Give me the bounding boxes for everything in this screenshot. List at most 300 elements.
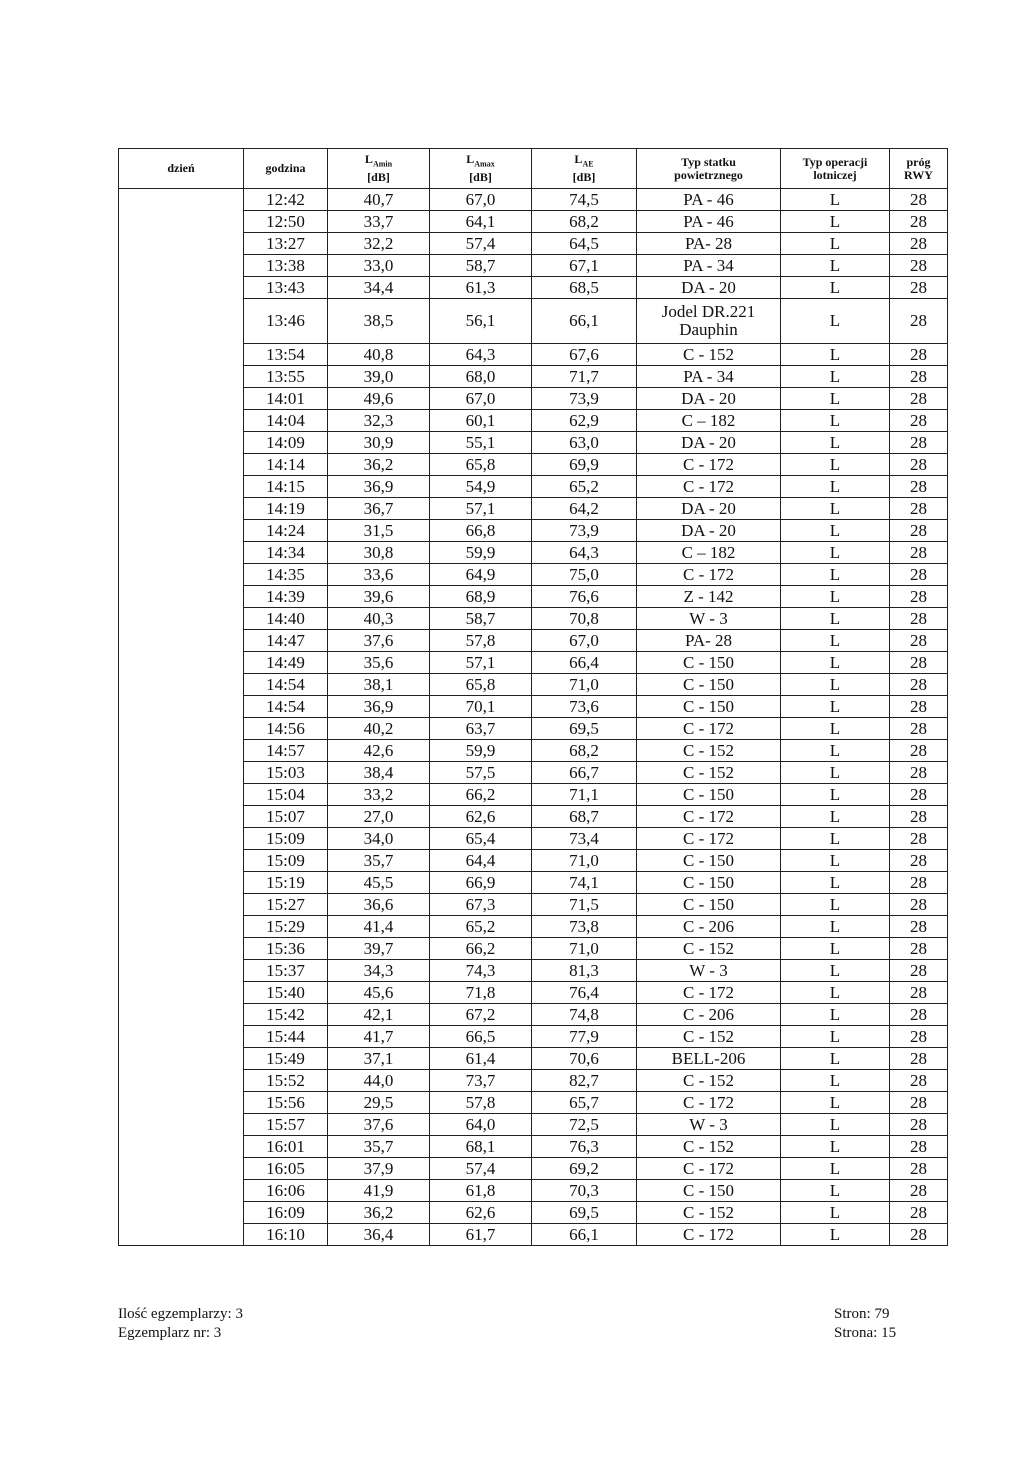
cell-time: 15:57 (244, 1114, 328, 1136)
table-row (119, 211, 948, 233)
cell-runway: 28 (890, 542, 948, 564)
table-row (119, 850, 948, 872)
cell-lamax: 57,1 (430, 652, 532, 674)
cell-aircraft: PA - 34 (637, 255, 781, 277)
table-row (119, 542, 948, 564)
cell-lamin: 37,6 (328, 630, 430, 652)
cell-runway: 28 (890, 960, 948, 982)
cell-runway: 28 (890, 1004, 948, 1026)
cell-lamax: 74,3 (430, 960, 532, 982)
cell-operation: L (781, 498, 890, 520)
table-row (119, 740, 948, 762)
cell-time: 13:55 (244, 366, 328, 388)
cell-operation: L (781, 211, 890, 233)
cell-time: 15:56 (244, 1092, 328, 1114)
cell-runway: 28 (890, 828, 948, 850)
table-row (119, 982, 948, 1004)
cell-lae: 68,7 (532, 806, 637, 828)
table-row (119, 1202, 948, 1224)
cell-time: 15:03 (244, 762, 328, 784)
cell-operation: L (781, 1004, 890, 1026)
cell-lamax: 66,2 (430, 784, 532, 806)
cell-lamin: 33,6 (328, 564, 430, 586)
cell-time: 13:38 (244, 255, 328, 277)
cell-lae: 66,1 (532, 299, 637, 344)
cell-runway: 28 (890, 872, 948, 894)
aircraft-line-2: Dauphin (679, 320, 738, 339)
cell-operation: L (781, 894, 890, 916)
cell-time: 14:54 (244, 696, 328, 718)
cell-time: 14:01 (244, 388, 328, 410)
cell-lamax: 64,3 (430, 344, 532, 366)
cell-aircraft: C - 172 (637, 718, 781, 740)
cell-time: 14:39 (244, 586, 328, 608)
cell-lamin: 40,2 (328, 718, 430, 740)
cell-lae: 71,0 (532, 674, 637, 696)
cell-runway: 28 (890, 233, 948, 255)
cell-operation: L (781, 938, 890, 960)
table-row (119, 344, 948, 366)
cell-operation: L (781, 432, 890, 454)
cell-operation: L (781, 344, 890, 366)
cell-aircraft: C - 152 (637, 1026, 781, 1048)
table-row (119, 674, 948, 696)
cell-lamax: 66,2 (430, 938, 532, 960)
cell-aircraft: C - 172 (637, 828, 781, 850)
cell-lae: 73,6 (532, 696, 637, 718)
cell-lae: 71,7 (532, 366, 637, 388)
cell-time: 16:01 (244, 1136, 328, 1158)
cell-lamin: 38,1 (328, 674, 430, 696)
table-row (119, 586, 948, 608)
cell-lae: 76,3 (532, 1136, 637, 1158)
cell-operation: L (781, 1158, 890, 1180)
copy-number: Egzemplarz nr: 3 (118, 1325, 222, 1341)
header-time: godzina (244, 149, 328, 189)
cell-lamax: 68,1 (430, 1136, 532, 1158)
cell-aircraft: W - 3 (637, 608, 781, 630)
cell-time: 13:46 (244, 299, 328, 344)
cell-lae: 71,0 (532, 938, 637, 960)
cell-time: 14:14 (244, 454, 328, 476)
table-row (119, 784, 948, 806)
cell-runway: 28 (890, 652, 948, 674)
cell-lae: 64,2 (532, 498, 637, 520)
cell-runway: 28 (890, 454, 948, 476)
cell-runway: 28 (890, 894, 948, 916)
cell-time: 14:57 (244, 740, 328, 762)
cell-time: 14:35 (244, 564, 328, 586)
cell-lae: 71,0 (532, 850, 637, 872)
cell-aircraft: Z - 142 (637, 586, 781, 608)
cell-runway: 28 (890, 850, 948, 872)
table-row (119, 960, 948, 982)
cell-operation: L (781, 299, 890, 344)
cell-lamax: 62,6 (430, 1202, 532, 1224)
cell-lamin: 45,5 (328, 872, 430, 894)
cell-aircraft: BELL-206 (637, 1048, 781, 1070)
cell-lamax: 65,8 (430, 454, 532, 476)
cell-aircraft: PA - 46 (637, 189, 781, 211)
table-row (119, 1180, 948, 1202)
cell-lae: 76,6 (532, 586, 637, 608)
cell-time: 16:10 (244, 1224, 328, 1246)
cell-aircraft (637, 299, 781, 344)
cell-lae: 69,5 (532, 718, 637, 740)
cell-lae: 73,9 (532, 520, 637, 542)
cell-operation: L (781, 872, 890, 894)
cell-operation: L (781, 960, 890, 982)
cell-lamax: 66,5 (430, 1026, 532, 1048)
table-row (119, 476, 948, 498)
cell-runway: 28 (890, 1026, 948, 1048)
cell-lae: 63,0 (532, 432, 637, 454)
table-row (119, 1004, 948, 1026)
cell-aircraft: C - 172 (637, 1158, 781, 1180)
cell-lamin: 33,0 (328, 255, 430, 277)
cell-lamin: 36,9 (328, 696, 430, 718)
cell-lamin: 45,6 (328, 982, 430, 1004)
table-row (119, 1158, 948, 1180)
cell-time: 14:34 (244, 542, 328, 564)
cell-lamax: 64,1 (430, 211, 532, 233)
cell-runway: 28 (890, 277, 948, 299)
cell-runway: 28 (890, 762, 948, 784)
cell-runway: 28 (890, 916, 948, 938)
table-row (119, 388, 948, 410)
cell-operation: L (781, 806, 890, 828)
cell-runway: 28 (890, 1048, 948, 1070)
cell-lae: 64,5 (532, 233, 637, 255)
cell-lamax: 67,0 (430, 388, 532, 410)
table-body (119, 189, 948, 1246)
cell-lae: 73,9 (532, 388, 637, 410)
cell-lamin: 39,6 (328, 586, 430, 608)
cell-aircraft: C - 206 (637, 916, 781, 938)
table-row (119, 828, 948, 850)
cell-runway: 28 (890, 586, 948, 608)
cell-aircraft: DA - 20 (637, 388, 781, 410)
table-row (119, 277, 948, 299)
cell-aircraft: C - 152 (637, 344, 781, 366)
footer-pages (834, 1305, 896, 1343)
table-row (119, 255, 948, 277)
cell-lae: 72,5 (532, 1114, 637, 1136)
header-lamax: $L_{Amax}$ [dB] (430, 149, 532, 189)
cell-operation: L (781, 1224, 890, 1246)
cell-runway: 28 (890, 498, 948, 520)
cell-lamin: 36,7 (328, 498, 430, 520)
cell-runway: 28 (890, 806, 948, 828)
cell-aircraft: C - 150 (637, 872, 781, 894)
cell-lamax: 57,4 (430, 1158, 532, 1180)
table-row (119, 366, 948, 388)
cell-time: 14:19 (244, 498, 328, 520)
cell-runway: 28 (890, 1224, 948, 1246)
cell-lamin: 35,7 (328, 1136, 430, 1158)
cell-lamin: 39,0 (328, 366, 430, 388)
cell-lae: 70,6 (532, 1048, 637, 1070)
cell-runway: 28 (890, 1070, 948, 1092)
cell-aircraft: W - 3 (637, 960, 781, 982)
header-operation-type: Typ operacji lotniczej (781, 149, 890, 189)
cell-lamax: 71,8 (430, 982, 532, 1004)
table-row (119, 938, 948, 960)
cell-operation: L (781, 1026, 890, 1048)
cell-lae: 65,7 (532, 1092, 637, 1114)
cell-time: 15:44 (244, 1026, 328, 1048)
cell-lamax: 61,3 (430, 277, 532, 299)
cell-time: 15:37 (244, 960, 328, 982)
cell-aircraft: PA- 28 (637, 630, 781, 652)
cell-lamax: 59,9 (430, 740, 532, 762)
table-row (119, 916, 948, 938)
cell-lae: 69,9 (532, 454, 637, 476)
cell-lae: 67,1 (532, 255, 637, 277)
cell-operation: L (781, 784, 890, 806)
cell-lamax: 67,3 (430, 894, 532, 916)
cell-time: 13:43 (244, 277, 328, 299)
cell-runway: 28 (890, 740, 948, 762)
cell-time: 15:09 (244, 828, 328, 850)
table-row (119, 1026, 948, 1048)
cell-operation: L (781, 233, 890, 255)
cell-operation: L (781, 410, 890, 432)
cell-lamin: 49,6 (328, 388, 430, 410)
cell-operation: L (781, 476, 890, 498)
cell-runway: 28 (890, 982, 948, 1004)
cell-time: 15:19 (244, 872, 328, 894)
cell-lae: 73,8 (532, 916, 637, 938)
cell-time: 15:27 (244, 894, 328, 916)
table-row (119, 1136, 948, 1158)
table-row (119, 806, 948, 828)
header-lae: $L_{AE}$ [dB] (532, 149, 637, 189)
cell-aircraft: C - 172 (637, 476, 781, 498)
cell-lamin: 41,9 (328, 1180, 430, 1202)
cell-aircraft: DA - 20 (637, 277, 781, 299)
cell-aircraft: C - 150 (637, 850, 781, 872)
cell-operation: L (781, 1070, 890, 1092)
cell-operation: L (781, 828, 890, 850)
cell-lamin: 34,0 (328, 828, 430, 850)
cell-aircraft: C - 150 (637, 784, 781, 806)
cell-aircraft: C - 150 (637, 1180, 781, 1202)
cell-aircraft: C - 172 (637, 982, 781, 1004)
cell-aircraft: C - 172 (637, 1224, 781, 1246)
cell-lamin: 39,7 (328, 938, 430, 960)
cell-lamax: 64,4 (430, 850, 532, 872)
cell-lamin: 36,4 (328, 1224, 430, 1246)
table-row (119, 1114, 948, 1136)
table-row (119, 432, 948, 454)
cell-operation: L (781, 718, 890, 740)
cell-lae: 71,5 (532, 894, 637, 916)
cell-lae: 76,4 (532, 982, 637, 1004)
cell-lamax: 57,1 (430, 498, 532, 520)
cell-operation: L (781, 542, 890, 564)
cell-runway: 28 (890, 718, 948, 740)
cell-aircraft: C - 150 (637, 652, 781, 674)
cell-runway: 28 (890, 410, 948, 432)
cell-lamax: 61,4 (430, 1048, 532, 1070)
cell-aircraft: C - 152 (637, 740, 781, 762)
cell-lamax: 66,9 (430, 872, 532, 894)
cell-aircraft: C – 182 (637, 542, 781, 564)
cell-operation: L (781, 850, 890, 872)
cell-lamin: 42,1 (328, 1004, 430, 1026)
cell-lamax: 67,2 (430, 1004, 532, 1026)
cell-time: 14:47 (244, 630, 328, 652)
cell-lae: 64,3 (532, 542, 637, 564)
cell-lamin: 37,6 (328, 1114, 430, 1136)
cell-time: 14:24 (244, 520, 328, 542)
cell-lamin: 44,0 (328, 1070, 430, 1092)
cell-aircraft: PA - 34 (637, 366, 781, 388)
table-row (119, 233, 948, 255)
cell-lae: 65,2 (532, 476, 637, 498)
cell-time: 15:09 (244, 850, 328, 872)
cell-runway: 28 (890, 1114, 948, 1136)
cell-operation: L (781, 1048, 890, 1070)
cell-lamin: 31,5 (328, 520, 430, 542)
cell-aircraft: C - 150 (637, 894, 781, 916)
cell-lamax: 64,0 (430, 1114, 532, 1136)
table-row (119, 564, 948, 586)
cell-runway: 28 (890, 388, 948, 410)
header-aircraft-type: Typ statku powietrznego (637, 149, 781, 189)
table-row (119, 189, 948, 211)
cell-lamax: 62,6 (430, 806, 532, 828)
table-row (119, 894, 948, 916)
cell-runway: 28 (890, 696, 948, 718)
cell-time: 15:49 (244, 1048, 328, 1070)
cell-lamax: 65,8 (430, 674, 532, 696)
cell-operation: L (781, 740, 890, 762)
cell-operation: L (781, 366, 890, 388)
cell-lae: 66,4 (532, 652, 637, 674)
cell-runway: 28 (890, 938, 948, 960)
cell-operation: L (781, 674, 890, 696)
cell-runway: 28 (890, 189, 948, 211)
cell-lamax: 57,8 (430, 1092, 532, 1114)
cell-lae: 77,9 (532, 1026, 637, 1048)
cell-time: 15:36 (244, 938, 328, 960)
cell-operation: L (781, 1202, 890, 1224)
cell-time: 16:05 (244, 1158, 328, 1180)
cell-operation: L (781, 608, 890, 630)
cell-operation: L (781, 762, 890, 784)
cell-lae: 66,7 (532, 762, 637, 784)
cell-operation: L (781, 277, 890, 299)
cell-lamax: 59,9 (430, 542, 532, 564)
cell-runway: 28 (890, 630, 948, 652)
table-row (119, 454, 948, 476)
cell-lae: 74,5 (532, 189, 637, 211)
cell-runway: 28 (890, 608, 948, 630)
table-row (119, 718, 948, 740)
table-row (119, 762, 948, 784)
cell-lae: 74,8 (532, 1004, 637, 1026)
cell-aircraft: C - 152 (637, 762, 781, 784)
cell-lae: 67,6 (532, 344, 637, 366)
cell-time: 14:49 (244, 652, 328, 674)
noise-measurement-table (118, 148, 948, 1246)
cell-aircraft: DA - 20 (637, 498, 781, 520)
cell-aircraft: PA - 46 (637, 211, 781, 233)
cell-lamin: 35,6 (328, 652, 430, 674)
cell-operation: L (781, 255, 890, 277)
cell-lamin: 34,4 (328, 277, 430, 299)
cell-lamin: 36,2 (328, 1202, 430, 1224)
cell-aircraft: C - 150 (637, 696, 781, 718)
cell-runway: 28 (890, 520, 948, 542)
cell-lae: 69,5 (532, 1202, 637, 1224)
cell-aircraft: DA - 20 (637, 520, 781, 542)
cell-lamax: 66,8 (430, 520, 532, 542)
cell-lamin: 34,3 (328, 960, 430, 982)
cell-operation: L (781, 454, 890, 476)
table-row (119, 630, 948, 652)
cell-lamin: 36,2 (328, 454, 430, 476)
cell-lae: 75,0 (532, 564, 637, 586)
cell-time: 15:40 (244, 982, 328, 1004)
cell-time: 12:50 (244, 211, 328, 233)
cell-lamax: 70,1 (430, 696, 532, 718)
cell-operation: L (781, 1136, 890, 1158)
cell-lae: 71,1 (532, 784, 637, 806)
table-row (119, 1092, 948, 1114)
cell-lamin: 38,5 (328, 299, 430, 344)
cell-time: 13:27 (244, 233, 328, 255)
cell-time: 14:15 (244, 476, 328, 498)
cell-lae: 69,2 (532, 1158, 637, 1180)
copies-count: Ilość egzemplarzy: 3 (118, 1306, 243, 1322)
cell-operation: L (781, 189, 890, 211)
table-row (119, 1048, 948, 1070)
cell-lae: 62,9 (532, 410, 637, 432)
cell-time: 15:52 (244, 1070, 328, 1092)
cell-lamin: 32,3 (328, 410, 430, 432)
cell-lamin: 41,4 (328, 916, 430, 938)
cell-aircraft: C - 206 (637, 1004, 781, 1026)
cell-lamax: 60,1 (430, 410, 532, 432)
cell-lamax: 55,1 (430, 432, 532, 454)
cell-lae: 73,4 (532, 828, 637, 850)
cell-lae: 67,0 (532, 630, 637, 652)
cell-lamin: 42,6 (328, 740, 430, 762)
cell-time: 13:54 (244, 344, 328, 366)
cell-lae: 74,1 (532, 872, 637, 894)
cell-lamin: 40,7 (328, 189, 430, 211)
cell-time: 14:04 (244, 410, 328, 432)
cell-lamin: 33,2 (328, 784, 430, 806)
cell-operation: L (781, 520, 890, 542)
cell-lamin: 33,7 (328, 211, 430, 233)
cell-lamin: 36,9 (328, 476, 430, 498)
cell-lae: 68,5 (532, 277, 637, 299)
cell-aircraft: C - 150 (637, 674, 781, 696)
table-header-row (119, 149, 948, 189)
cell-aircraft: C - 172 (637, 1092, 781, 1114)
cell-runway: 28 (890, 564, 948, 586)
cell-lamin: 40,3 (328, 608, 430, 630)
cell-lamax: 64,9 (430, 564, 532, 586)
cell-aircraft: C – 182 (637, 410, 781, 432)
cell-lamax: 58,7 (430, 608, 532, 630)
cell-runway: 28 (890, 211, 948, 233)
cell-lamin: 32,2 (328, 233, 430, 255)
